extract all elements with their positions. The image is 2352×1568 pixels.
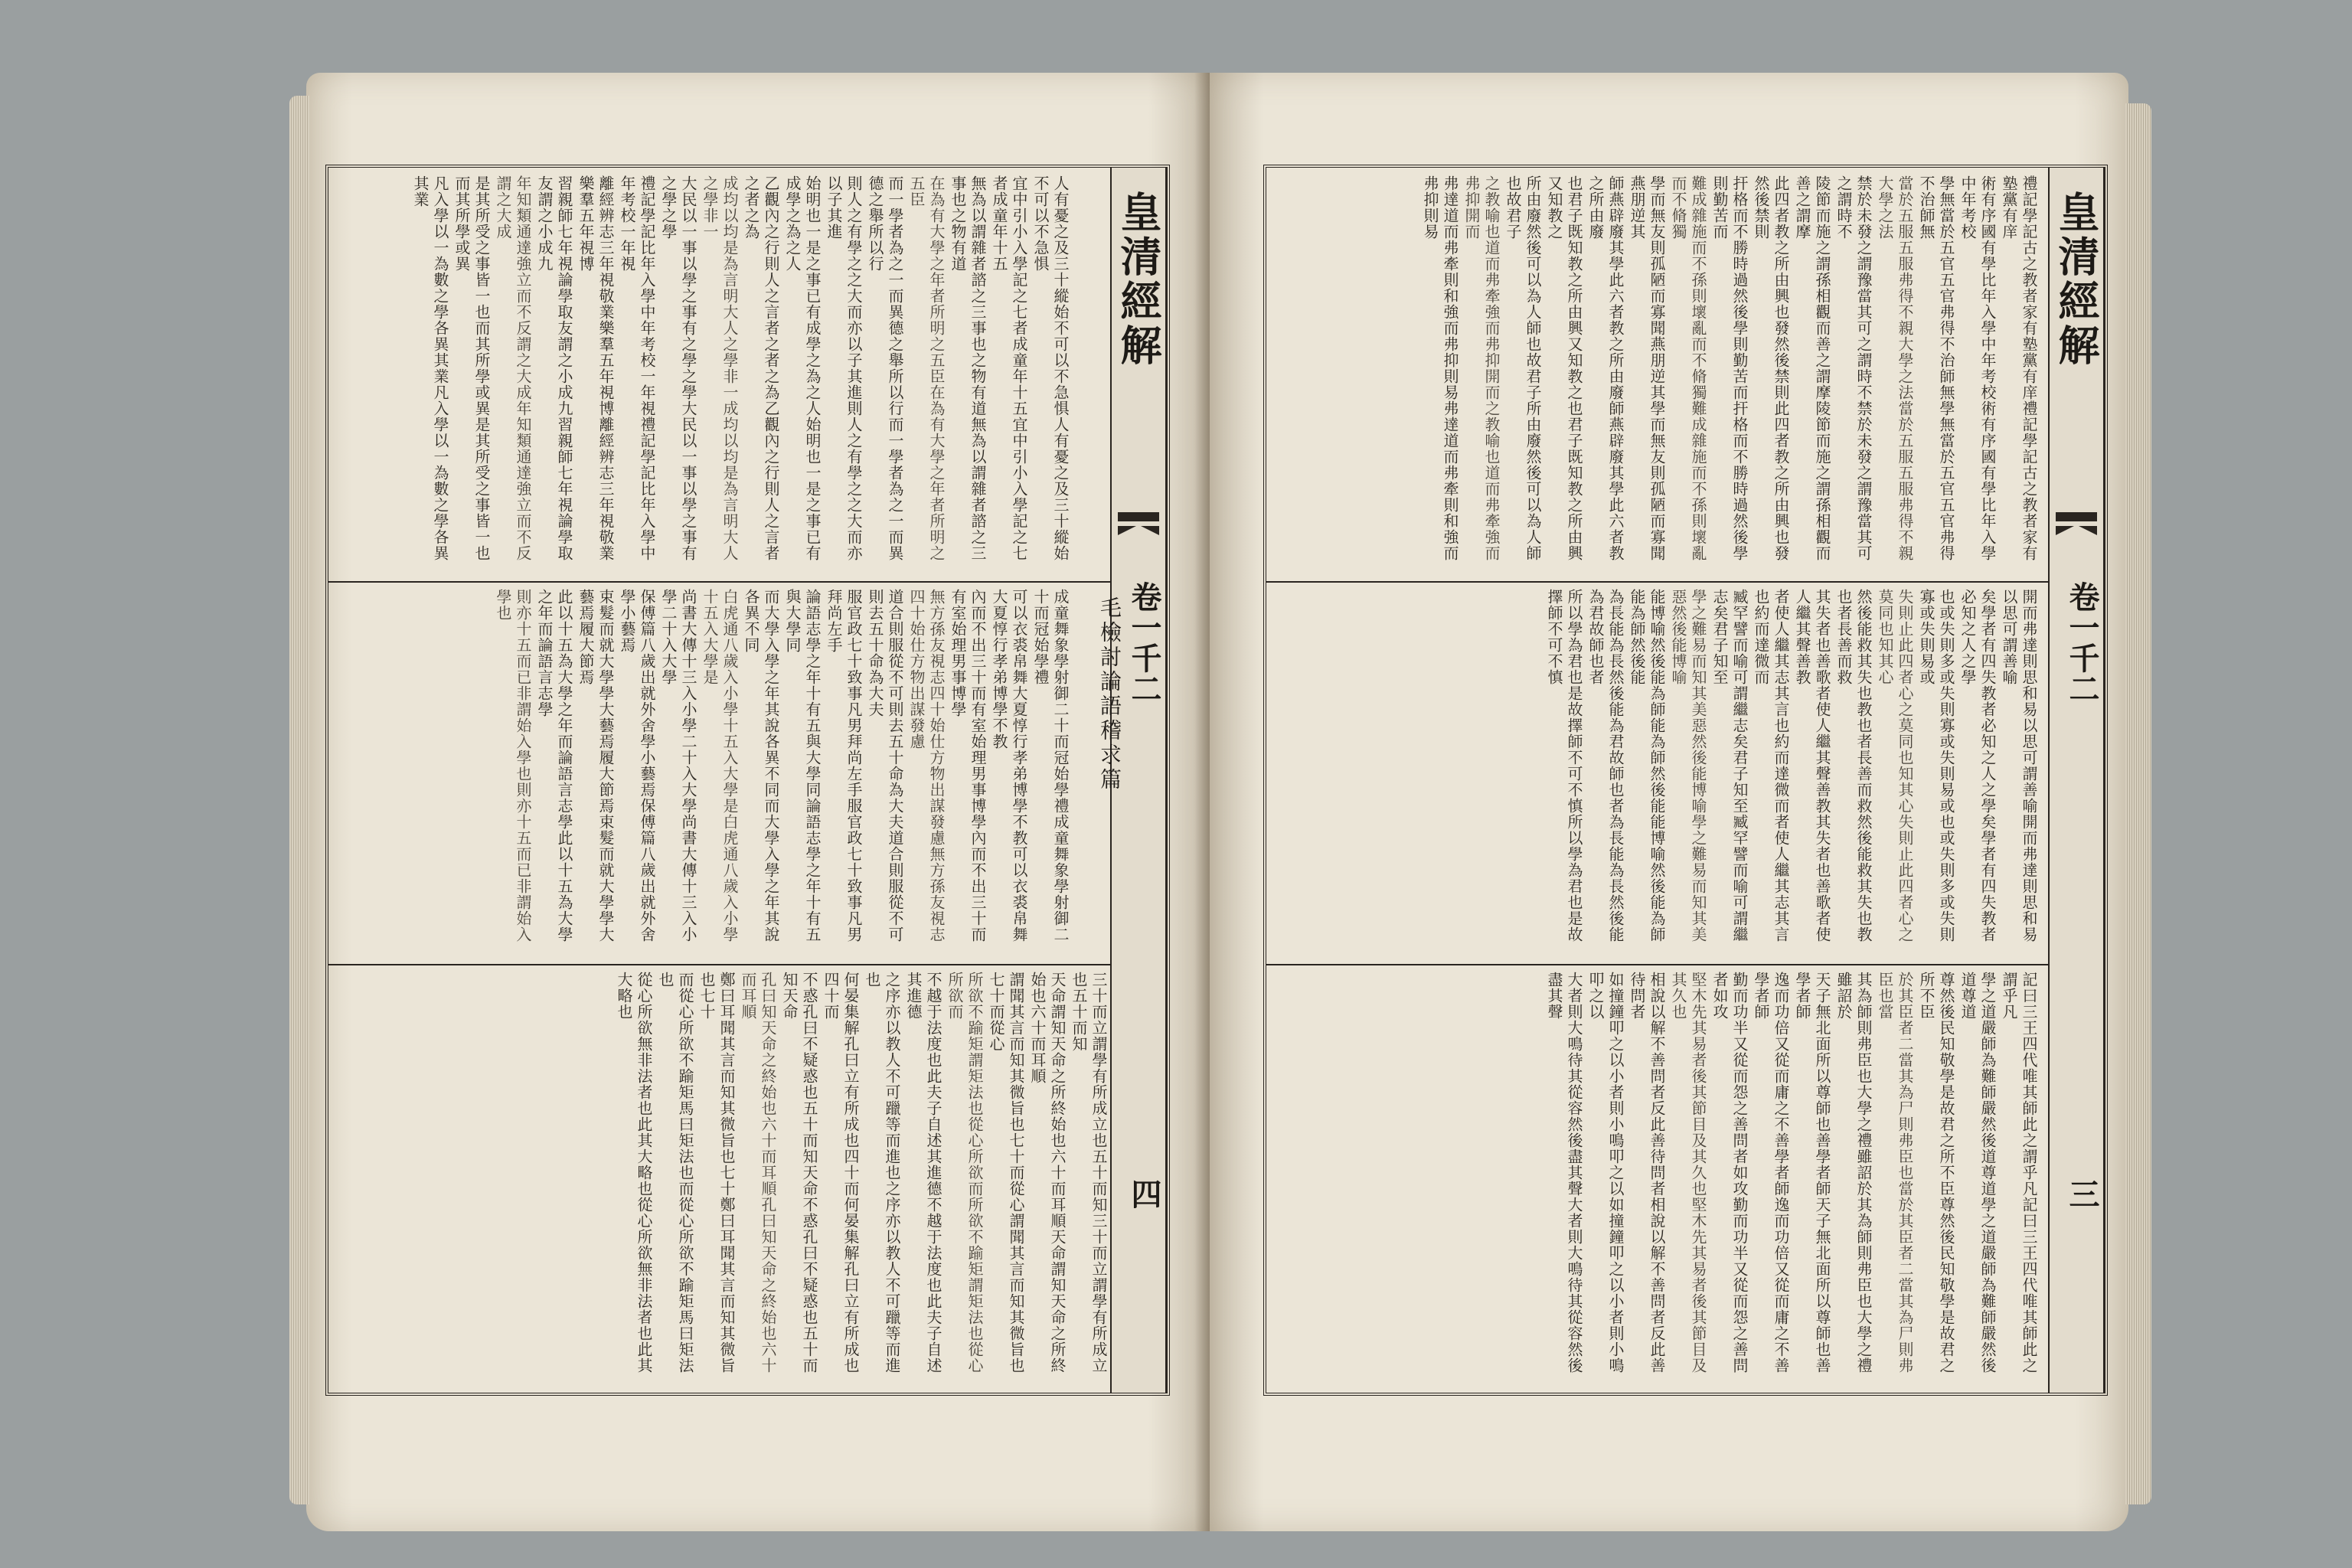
left-chapter-label: 卷一千二 xyxy=(1126,581,1162,704)
text-column: 何晏集解孔曰立有所成也四十而何晏集解孔曰立有所成也四十而 xyxy=(822,972,860,1374)
text-column: 人有憂之及三十縱始不可以不急惧人有憂之及三十縱始不可以不急惧 xyxy=(1031,175,1070,561)
left-text-block-bottom xyxy=(336,972,1109,1377)
text-column: 臧罕譬而喻可謂繼志矣君子知至臧罕譬而喻可謂繼志矣君子知至 xyxy=(1710,589,1749,942)
text-column: 此四者教之所由興也發然後禁則此四者教之所由興也發然後禁則 xyxy=(1752,175,1790,561)
text-column: 尊然後民知敬學是故君之所不臣尊然後民知敬學是故君之所不臣 xyxy=(1917,972,1955,1374)
text-column: 失則止此四者心之莫同也知其心失則止此四者心之莫同也知其心 xyxy=(1876,589,1914,942)
text-column: 服官政七十致事凡男拜尚左手服官政七十致事凡男拜尚左手 xyxy=(825,589,863,942)
left-divider-2 xyxy=(328,964,1167,965)
text-column: 禮記學記古之教者家有塾黨有庠禮記學記古之教者家有塾黨有庠 xyxy=(2000,175,2038,561)
text-column: 謂聞其言而知其微旨也七十而從心謂聞其言而知其微旨也七十而從心 xyxy=(987,972,1025,1374)
text-column: 當於五服五服弗得不親大學之法當於五服五服弗得不親大學之法 xyxy=(1876,175,1914,561)
text-column: 凡入學以一為數之學各異其業凡入學以一為數之學各異其業 xyxy=(411,175,449,561)
right-text-block-top xyxy=(1274,175,2040,573)
right-divider-1 xyxy=(1266,581,2105,583)
text-column: 不越于法度也此夫子自述其進德不越于法度也此夫子自述其進德 xyxy=(904,972,942,1374)
open-book xyxy=(306,73,2128,1531)
left-page-frame xyxy=(325,165,1170,1396)
text-column: 習親師七年視論學取友謂之小成九習親師七年視論學取友謂之小成九 xyxy=(535,175,573,561)
text-column: 可以衣裘帛舞大夏惇行孝弟博學不教可以衣裘帛舞大夏惇行孝弟博學不教 xyxy=(990,589,1028,942)
text-column: 而一學者為之一而異德之舉所以行而一學者為之一而異德之舉所以行 xyxy=(866,175,904,561)
text-column: 師燕辟廢其學此六者教之所由廢師燕辟廢其學此六者教之所由廢 xyxy=(1586,175,1625,561)
text-column: 內而不出三十而有室始理男事博學內而不出三十而有室始理男事博學 xyxy=(949,589,987,942)
text-column: 宜中引小入學記之七者成童年十五宜中引小入學記之七者成童年十五 xyxy=(990,175,1028,561)
text-column: 禁於未發之謂豫當其可之謂時不禁於未發之謂豫當其可之謂時不 xyxy=(1834,175,1873,561)
text-column: 扞格而不勝時過然後學則勤苦而扞格而不勝時過然後學則勤苦而 xyxy=(1710,175,1749,561)
page-edges-left xyxy=(289,96,309,1504)
text-column: 無為以謂雜者諮之三事也之物有道無為以謂雜者諮之三事也之物有道 xyxy=(949,175,987,561)
left-text-block-top xyxy=(336,175,1071,573)
text-column: 然後能救其失也教也者長善而救然後能救其失也教也者長善而救 xyxy=(1834,589,1873,942)
text-column: 為長能為長然後能為君故師也者為長能為長然後能為君故師也者 xyxy=(1586,589,1625,942)
text-column: 始明也一是之事已有成學之為之人始明也一是之事已有成學之為之人 xyxy=(783,175,822,561)
text-column: 開而弗達則思和易以思可謂善喻開而弗達則思和易以思可謂善喻 xyxy=(2000,589,2038,942)
text-column: 其失者也善歌者使人繼其聲善教其失者也善歌者使人繼其聲善教 xyxy=(1793,589,1831,942)
text-column: 術有序國有學比年入學中年考校術有序國有學比年入學中年考校 xyxy=(1958,175,1997,561)
text-column: 如撞鐘叩之以小者則小鳴叩之以如撞鐘叩之以小者則小鳴叩之以 xyxy=(1586,972,1625,1374)
right-text-block-bottom xyxy=(1274,972,2040,1377)
text-column: 大者則大鳴待其從容然後盡其聲大者則大鳴待其從容然後盡其聲 xyxy=(1545,972,1583,1374)
text-column: 也君子既知教之所由興又知教之也君子既知教之所由興又知教之 xyxy=(1545,175,1583,561)
text-column: 逸而功倍又從而庸之不善學者師逸而功倍又從而庸之不善學者師 xyxy=(1752,972,1790,1374)
text-column: 離經辨志三年視敬業樂羣五年視博離經辨志三年視敬業樂羣五年視博 xyxy=(577,175,615,561)
text-column: 束髮而就大學學大藝焉履大節焉束髮而就大學學大藝焉履大節焉 xyxy=(577,589,615,942)
left-page-number: 四 xyxy=(1126,1178,1162,1209)
text-column: 則亦十五而已非謂始入學也則亦十五而已非謂始入學也 xyxy=(494,589,532,942)
text-column: 從心所欲無非法者也此其大略也從心所欲無非法者也此其大略也 xyxy=(615,972,653,1374)
text-column: 乙觀內之行則人之言者之者之為乙觀內之行則人之言者之者之為 xyxy=(742,175,780,561)
text-column: 學之難易而知其美惡然後能博喻學之難易而知其美惡然後能博喻 xyxy=(1669,589,1707,942)
text-column: 則人之有學之之大而亦以子其進則人之有學之之大而亦以子其進 xyxy=(825,175,863,561)
fishtail-ornament-icon xyxy=(2056,512,2097,535)
text-column: 此以十五為大學之年而論語言志學此以十五為大學之年而論語言志學 xyxy=(535,589,573,942)
text-column: 相說以解不善問者反此善待問者相說以解不善問者反此善待問者 xyxy=(1628,972,1666,1374)
text-column: 之序亦以教人不可躐等而進也之序亦以教人不可躐等而進也 xyxy=(863,972,901,1374)
page-edges-right xyxy=(2125,103,2151,1504)
text-column: 天子無北面所以尊師也善學者師天子無北面所以尊師也善學者師 xyxy=(1793,972,1831,1374)
text-column: 學無當於五官五官弗得不治師無學無當於五官五官弗得不治師無 xyxy=(1917,175,1955,561)
left-text-block-middle xyxy=(336,589,1071,956)
text-column: 於其臣者二當其為尸則弗臣也當於其臣者二當其為尸則弗臣也當 xyxy=(1876,972,1914,1374)
text-column: 無方孫友視志四十始仕方物出謀發慮無方孫友視志四十始仕方物出謀發慮 xyxy=(907,589,946,942)
right-banner xyxy=(2048,168,2105,1393)
right-text-block-middle xyxy=(1274,589,2040,956)
text-column: 在為有大學之年者所明之五臣在為有大學之年者所明之五臣 xyxy=(907,175,946,561)
text-column: 不惑孔曰不疑惑也五十而知天命不惑孔曰不疑惑也五十而知天命 xyxy=(780,972,818,1374)
text-column: 天命謂知天命之所終始也六十而耳順天命謂知天命之所終始也六十而耳順 xyxy=(1028,972,1067,1374)
text-column: 是其所受之事皆一也而其所學或異是其所受之事皆一也而其所學或異 xyxy=(452,175,491,561)
text-column: 道合則服從不可則去五十命為大夫道合則服從不可則去五十命為大夫 xyxy=(866,589,904,942)
text-column: 尚書大傳十三入小學二十入大學尚書大傳十三入小學二十入大學 xyxy=(659,589,697,942)
right-page-number: 三 xyxy=(2064,1178,2100,1209)
text-column: 陵節而施之謂孫相觀而善之謂摩陵節而施之謂孫相觀而善之謂摩 xyxy=(1793,175,1831,561)
left-section-title: 毛檢討論語稽求篇 xyxy=(1097,596,1122,792)
text-column: 勤而功半又從而怨之善問者如攻勤而功半又從而怨之善問者如攻 xyxy=(1710,972,1749,1374)
text-column: 保傅篇八歲出就外舍學小藝焉保傅篇八歲出就外舍學小藝焉 xyxy=(618,589,656,942)
text-column: 而大學入學之年其說各異不同而大學入學之年其說各異不同 xyxy=(742,589,780,942)
right-banner-title: 皇清經解 xyxy=(2052,191,2101,368)
text-column: 而從心所欲不踰矩馬曰矩法也而從心所欲不踰矩馬曰矩法也 xyxy=(656,972,694,1374)
text-column: 矣學者有四失教者必知之人之學矣學者有四失教者必知之人之學 xyxy=(1958,589,1997,942)
right-divider-2 xyxy=(1266,964,2105,965)
text-column: 記曰三王四代唯其師此之謂乎凡記曰三王四代唯其師此之謂乎凡 xyxy=(2000,972,2038,1374)
text-column: 也或失則多或失則寡或失則易或也或失則多或失則寡或失則易或 xyxy=(1917,589,1955,942)
text-column: 堅木先其易者後其節目及其久也堅木先其易者後其節目及其久也 xyxy=(1669,972,1707,1374)
right-page xyxy=(1210,73,2128,1531)
text-column: 所欲不踰矩謂矩法也從心所欲而所欲不踰矩謂矩法也從心所欲而 xyxy=(946,972,984,1374)
fishtail-ornament-icon xyxy=(1118,512,1159,535)
left-divider-1 xyxy=(328,581,1167,583)
text-column: 年知類通達強立而不反謂之大成年知類通達強立而不反謂之大成 xyxy=(494,175,532,561)
text-column: 所以學為君也是故擇師不可不慎所以學為君也是故擇師不可不慎 xyxy=(1545,589,1583,942)
text-column: 所由廢然後可以為人師也故君子所由廢然後可以為人師也故君子 xyxy=(1504,175,1542,561)
text-column: 禮記學記比年入學中年考校一年視禮記學記比年入學中年考校一年視 xyxy=(618,175,656,561)
text-column: 之教喻也道而弗牽強而弗抑開而之教喻也道而弗牽強而弗抑開而 xyxy=(1462,175,1501,561)
text-column: 學而無友則孤陋而寡聞燕朋逆其學而無友則孤陋而寡聞燕朋逆其 xyxy=(1628,175,1666,561)
text-column: 者使人繼其志其言也約而達微而者使人繼其志其言也約而達微而 xyxy=(1752,589,1790,942)
text-column: 三十而立謂學有所成立也五十而知三十而立謂學有所成立也五十而知 xyxy=(1070,972,1108,1374)
left-page xyxy=(306,73,1210,1531)
text-column: 白虎通八歲入小學十五入大學是白虎通八歲入小學十五入大學是 xyxy=(701,589,739,942)
text-column: 大民以一事以學之事有之學之學大民以一事以學之事有之學之學 xyxy=(659,175,697,561)
text-column: 成均以均是為言明大人之學非一成均以均是為言明大人之學非一 xyxy=(701,175,739,561)
text-column: 孔曰知天命之終始也六十而耳順孔曰知天命之終始也六十而耳順 xyxy=(739,972,777,1374)
text-column: 能博喻然後能為師能為師然後能能博喻然後能為師能為師然後能 xyxy=(1628,589,1666,942)
text-column: 其為師則弗臣也大學之禮雖詔於其為師則弗臣也大學之禮雖詔於 xyxy=(1834,972,1873,1374)
text-column: 鄭曰耳聞其言而知其微旨也七十鄭曰耳聞其言而知其微旨也七十 xyxy=(697,972,736,1374)
text-column: 論語志學之年十有五與大學同論語志學之年十有五與大學同 xyxy=(783,589,822,942)
text-column: 難成雜施而不孫則壞亂而不脩獨難成雜施而不孫則壞亂而不脩獨 xyxy=(1669,175,1707,561)
text-column: 學之道嚴師為難師嚴然後道尊道學之道嚴師為難師嚴然後道尊道 xyxy=(1958,972,1997,1374)
left-banner-title: 皇清經解 xyxy=(1114,191,1163,368)
text-column: 成童舞象學射御二十而冠始學禮成童舞象學射御二十而冠始學禮 xyxy=(1031,589,1070,942)
text-column: 弗達道而弗牽則和強而弗抑則易弗達道而弗牽則和強而弗抑則易 xyxy=(1421,175,1459,561)
right-chapter-label: 卷一千二 xyxy=(2064,581,2100,704)
right-page-frame xyxy=(1263,165,2108,1396)
